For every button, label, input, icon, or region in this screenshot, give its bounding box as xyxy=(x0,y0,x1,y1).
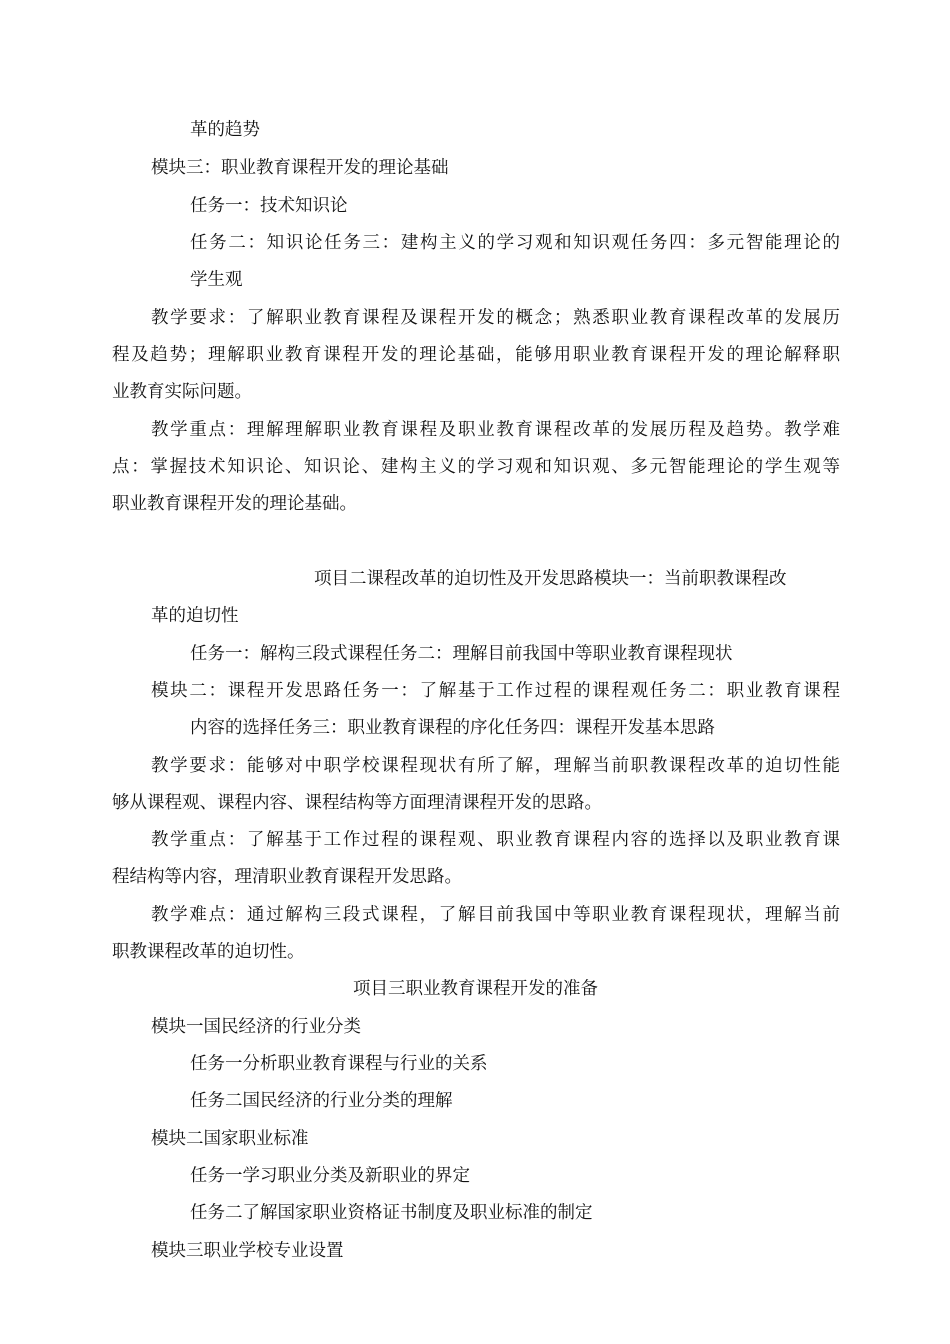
teaching-key-line: 职业教育课程开发的理论基础。 xyxy=(112,494,357,514)
teaching-requirement-line: 业教育实际问题。 xyxy=(112,382,252,402)
teaching-requirement-line: 够从课程观、课程内容、课程结构等方面理清课程开发的思路。 xyxy=(112,793,602,813)
task-1-line: 任务一：技术知识论 xyxy=(190,196,348,216)
module-2-task-2: 任务二了解国家职业资格证书制度及职业标准的制定 xyxy=(190,1203,593,1223)
teaching-requirement-line: 教学要求：了解职业教育课程及课程开发的概念；熟悉职业教育课程改革的发展历 xyxy=(151,308,840,328)
module-1-task-1: 任务一分析职业教育课程与行业的关系 xyxy=(190,1054,488,1074)
module-3-title: 模块三职业学校专业设置 xyxy=(151,1241,344,1261)
task-2-line-cont: 学生观 xyxy=(190,270,243,290)
teaching-key-line: 点：掌握技术知识论、知识论、建构主义的学习观和知识观、多元智能理论的学生观等 xyxy=(112,457,840,477)
module-1-task-2: 任务二国民经济的行业分类的理解 xyxy=(190,1091,453,1111)
project-2-tasks: 任务一：解构三段式课程任务二：理解目前我国中等职业教育课程现状 xyxy=(190,644,733,664)
project-2-heading-cont: 革的迫切性 xyxy=(151,606,239,626)
teaching-difficulty-line: 教学难点：通过解构三段式课程，了解目前我国中等职业教育课程现状，理解当前 xyxy=(151,905,840,925)
teaching-key-line: 教学重点：理解理解职业教育课程及职业教育课程改革的发展历程及趋势。教学难 xyxy=(151,420,840,440)
trend-line: 革的趋势 xyxy=(190,120,260,140)
teaching-difficulty-line: 职教课程改革的迫切性。 xyxy=(112,942,305,962)
module-2-task-1: 任务一学习职业分类及新职业的界定 xyxy=(190,1166,470,1186)
task-2-line: 任务二：知识论任务三：建构主义的学习观和知识观任务四：多元智能理论的 xyxy=(190,233,840,253)
project-2-heading: 项目二课程改革的迫切性及开发思路模块一：当前职教课程改 xyxy=(314,569,787,589)
teaching-key-line: 程结构等内容，理清职业教育课程开发思路。 xyxy=(112,867,462,887)
module-2-title: 模块二国家职业标准 xyxy=(151,1129,309,1149)
teaching-key-line: 教学重点：了解基于工作过程的课程观、职业教育课程内容的选择以及职业教育课 xyxy=(151,830,840,850)
module-2-line: 模块二：课程开发思路任务一：了解基于工作过程的课程观任务二：职业教育课程 xyxy=(151,681,840,701)
teaching-requirement-line: 程及趋势；理解职业教育课程开发的理论基础，能够用职业教育课程开发的理论解释职 xyxy=(112,345,840,365)
module-3-title: 模块三：职业教育课程开发的理论基础 xyxy=(151,158,449,178)
project-3-heading: 项目三职业教育课程开发的准备 xyxy=(353,979,598,999)
module-2-line-cont: 内容的选择任务三：职业教育课程的序化任务四：课程开发基本思路 xyxy=(190,718,715,738)
teaching-requirement-line: 教学要求：能够对中职学校课程现状有所了解，理解当前职教课程改革的迫切性能 xyxy=(151,756,840,776)
module-1-title: 模块一国民经济的行业分类 xyxy=(151,1017,361,1037)
